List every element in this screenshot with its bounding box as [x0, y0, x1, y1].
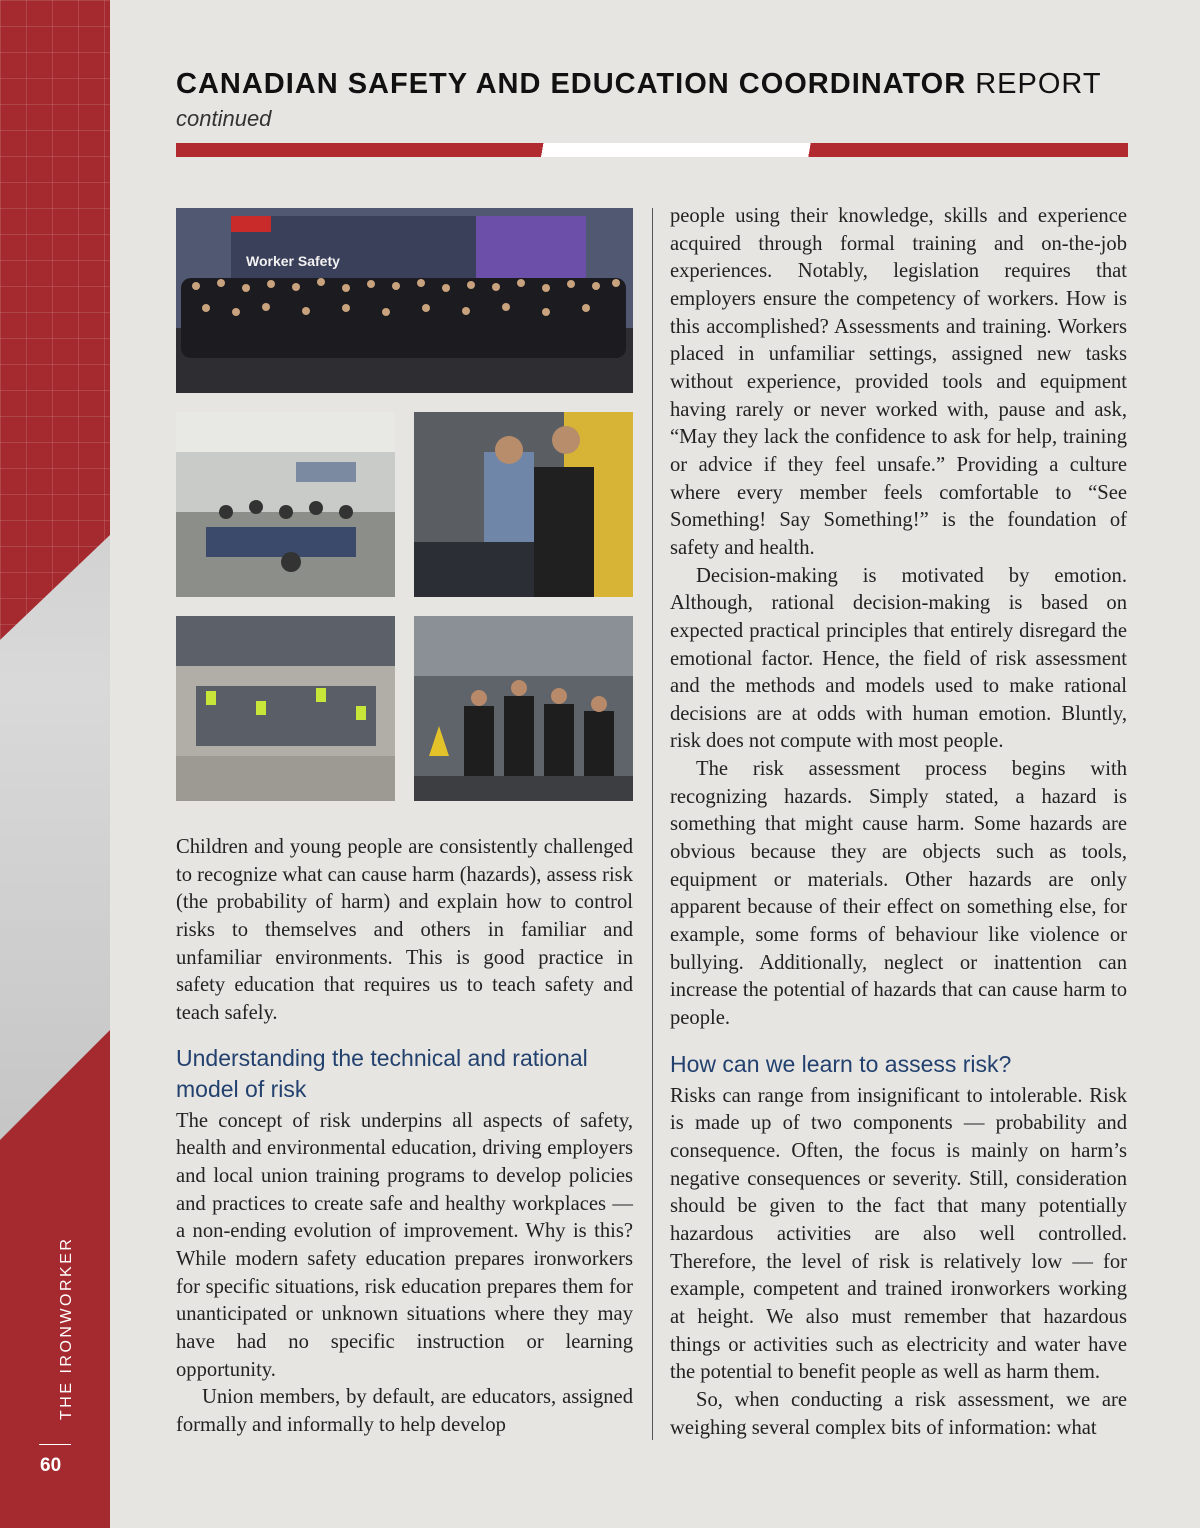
left-paragraph-2: The concept of risk underpins all aspects of safety, health and environmental education, driving employers and local union training programs to develop policies and practices to create safe and healthy workplaces — a non-ending evolution of improvement. Why is this? While modern safety education prepares ironworkers for specific situations, risk education prepares them for unanticipated or unknown situations where they may have had no specific instruction or learning opportunity. [176, 1109, 633, 1381]
section-heading-assess-risk: How can we learn to assess risk? [670, 1050, 1012, 1077]
page-number-rule [39, 1444, 71, 1445]
instructor-photo [414, 412, 633, 597]
training-floor-photo [414, 616, 633, 801]
group-photo [176, 208, 633, 393]
workshop-photo [176, 616, 395, 801]
title-bold: CANADIAN SAFETY AND EDUCATION COORDINATOR [176, 68, 967, 100]
title-underline-bar [176, 143, 1128, 157]
right-paragraph-4: Risks can range from insignificant to intolerable. Risk is made up of two components — probability and consequence. Often, the focus is mainly on harm’s negative consequences or severity. Still, consideration should be given to the fact that many potentially hazardous activities are also well controlled. Therefore, the level of risk is relatively low — for example, competent and trained ironworkers working at height. We also must remember that hazardous things or activities such as electricity and water have the potential to benefit people as well as harm them. [670, 1084, 1127, 1384]
left-paragraph-3: Union members, by default, are educators, assigned formally and informally to help develop [176, 1386, 633, 1436]
right-paragraph-5: So, when conducting a risk assessment, we are weighing several complex bits of information: what [670, 1388, 1127, 1439]
section-heading-understanding: Understanding the technical and rational model of risk [176, 1044, 588, 1102]
right-paragraph-2: Decision-making is motivated by emotion. Although, rational decision-making is based on expected practical principles that entirely disregard the emotional factor. Hence, the field of risk assessment and the methods and models used to make rational decisions are at odds with human emotion. Bluntly, risk does not compute with most people. [670, 564, 1127, 753]
left-column [176, 834, 633, 1439]
worker-safety-banner: Worker Safety [246, 253, 340, 269]
column-divider [652, 208, 653, 1440]
side-bar [0, 0, 110, 1528]
page-title [176, 68, 1102, 101]
page-number: 60 [40, 1455, 62, 1476]
title-light: REPORT [975, 68, 1102, 100]
page-subtitle: continued [176, 106, 272, 131]
magazine-name: THE IRONWORKER [58, 1236, 75, 1420]
right-paragraph-3: The risk assessment process begins with recognizing hazards. Simply stated, a hazard is something that might cause harm. Some hazards are obvious because they are objects such as tools, equipment or materials. Other hazards are only apparent because of their effect on something else, for example, some forms of behaviour like violence or bullying. Additionally, neglect or inattention can increase the potential of hazards that can cause harm to people. [670, 758, 1127, 1030]
left-paragraph-1: Children and young people are consistently challenged to recognize what can cause harm (hazards), assess risk (the probability of harm) and explain how to control risks to themselves and others in familiar and unfamiliar environments. This is good practice in safety education that requires us to teach safety and teach safely. [176, 836, 633, 1024]
classroom-photo [176, 412, 395, 597]
right-column [670, 203, 1127, 1442]
right-paragraph-1: people using their knowledge, skills and experience acquired through formal training and on-the-job experiences. Notably, legislation requires that employers ensure the competency of workers. How is this accomplished? Assessments and training. Workers placed in unfamiliar settings, assigned new tasks without experience, provided tools and equipment having rarely or never worked with, pause and ask, “May they lack the confidence to ask for help, training or advice if they feel unsafe.” Providing a culture where every member feels comfortable to “See Something! Say Something!” is the foundation of safety and health. [670, 205, 1127, 559]
